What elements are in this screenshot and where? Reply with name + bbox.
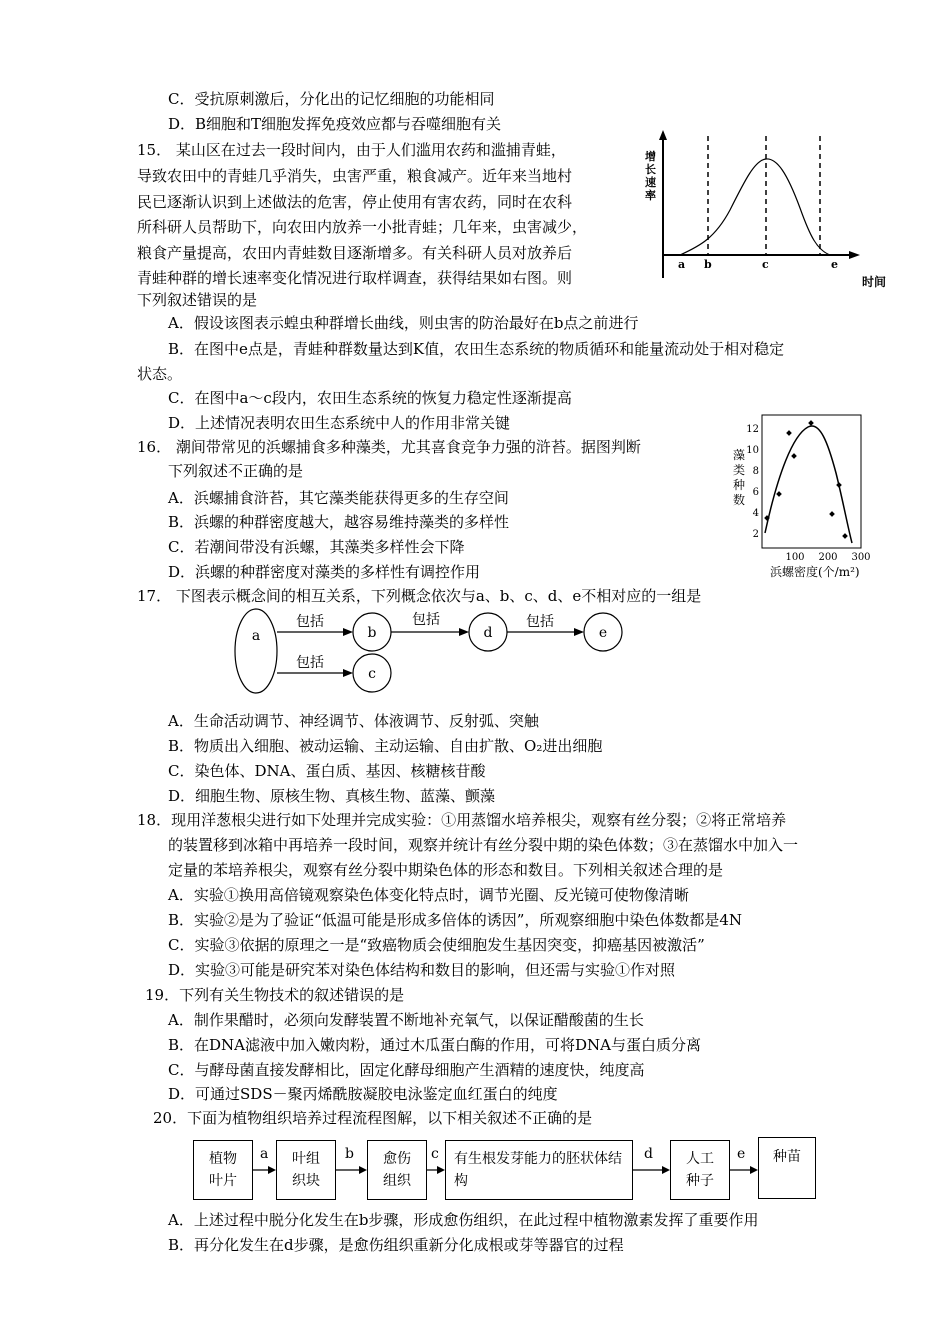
q19-stem: 19．下列有关生物技术的叙述错误的是: [145, 986, 405, 1004]
q14-option-c: C．受抗原刺激后，分化出的记忆细胞的功能相同: [168, 90, 495, 108]
q16-option-a: A．浜螺捕食浒苔，其它藻类能获得更多的生存空间: [168, 489, 509, 507]
q15-stem-4: 所科研人员帮助下，向农田内放养一小批青蛙；几年来，虫害减少，: [137, 218, 588, 236]
q20-option-a: A．上述过程中脱分化发生在b步骤，形成愈伤组织，在此过程中植物激素发挥了重要作用: [168, 1211, 759, 1229]
q16-ytick-8: 8: [752, 466, 759, 477]
q19-option-a: A．制作果醋时，必须向发酵装置不断地补充氧气，以保证醋酸菌的生长: [168, 1011, 644, 1029]
q14-option-d: D．B细胞和T细胞发挥免疫效应都与吞噬细胞有关: [168, 115, 502, 133]
q16-scatter-chart: [748, 413, 878, 573]
q15-stem-7: 下列叙述错误的是: [137, 291, 258, 309]
q20-box-artificial-seed: 人工种子: [670, 1140, 730, 1200]
q20-stem: 20．下面为植物组织培养过程流程图解，以下相关叙述不正确的是: [153, 1109, 593, 1127]
q15-stem-5: 粮食产量提高，农田内青蛙数目逐渐增多。有关科研人员对放养后: [137, 244, 573, 262]
q16-ytick-12: 12: [746, 424, 759, 435]
q15-graph-point-c: c: [762, 258, 769, 271]
q15-stem-6: 青蛙种群的增长速率变化情况进行取样调查，获得结果如右图。则: [137, 269, 573, 287]
q17-node-b: b: [367, 625, 377, 641]
q15-graph-point-b: b: [704, 258, 712, 271]
q17-option-b: B．物质出入细胞、被动运输、主动运输、自由扩散、O₂进出细胞: [168, 737, 603, 755]
q17-edge-label-de: 包括: [526, 614, 554, 630]
q16-option-b: B．浜螺的种群密度越大，越容易维持藻类的多样性: [168, 513, 510, 531]
q20-step-b: b: [345, 1146, 354, 1162]
q17-edge-label-ab: 包括: [296, 614, 324, 630]
q18-stem-3: 定量的苯培养根尖，观察有丝分裂中期染色体的形态和数目。下列相关叙述合理的是: [168, 861, 724, 879]
q17-option-d: D．细胞生物、原核生物、真核生物、蓝藻、颤藻: [168, 787, 496, 805]
q15-graph-ylabel: 增长速率: [645, 150, 656, 202]
q16-stem-1: 16． 潮间带常见的浜螺捕食多种藻类，尤其喜食竞争力强的浒苔。据图判断: [137, 438, 641, 456]
q16-ytick-6: 6: [752, 487, 759, 498]
q16-option-c: C．若潮间带没有浜螺，其藻类多样性会下降: [168, 538, 465, 556]
q20-box-embryoid: 有生根发芽能力的胚状体结构: [445, 1140, 633, 1200]
q18-option-c: C．实验③依据的原理之一是“致癌物质会使细胞发生基因突变，抑癌基因被激活”: [168, 936, 705, 954]
q15-growth-rate-graph: [645, 128, 885, 298]
q20-box-callus: 愈伤组织: [367, 1140, 427, 1200]
q20-box-leaf: 植物叶片: [193, 1140, 253, 1200]
q18-stem-1: 18．现用洋葱根尖进行如下处理并完成实验：①用蒸馏水培养根尖，观察有丝分裂；②将正常培养: [137, 811, 787, 829]
q16-ytick-4: 4: [752, 508, 759, 519]
q18-stem-2: 的装置移到冰箱中再培养一段时间，观察并统计有丝分裂中期的染色体数；③在蒸馏水中加入一: [168, 836, 799, 854]
q17-stem: 17． 下图表示概念间的相互关系，下列概念依次与a、b、c、d、e不相对应的一组是: [137, 587, 702, 605]
q19-option-b: B．在DNA滤液中加入嫩肉粉，通过木瓜蛋白酶的作用，可将DNA与蛋白质分离: [168, 1036, 701, 1054]
q17-option-c: C．染色体、DNA、蛋白质、基因、核糖核苷酸: [168, 762, 486, 780]
q15-option-a: A．假设该图表示蝗虫种群增长曲线，则虫害的防治最好在b点之前进行: [168, 314, 639, 332]
q15-option-b-1: B．在图中e点是，青蛙种群数量达到K值，农田生态系统的物质循环和能量流动处于相对稳定: [168, 340, 785, 358]
q16-chart-ylabel: 藻类种数: [733, 448, 746, 507]
q15-graph-xlabel: 时间: [862, 275, 887, 289]
q18-option-b: B．实验②是为了验证“低温可能是形成多倍体的诱因”，所观察细胞中染色体数都是4N: [168, 911, 743, 929]
q17-edge-label-ac: 包括: [296, 655, 324, 671]
q15-option-c: C．在图中a～c段内，农田生态系统的恢复力稳定性逐渐提高: [168, 389, 572, 407]
q16-chart-xlabel: 浜螺密度(个/m²): [770, 565, 860, 579]
q19-option-c: C．与酵母菌直接发酵相比，固定化酵母细胞产生酒精的速度快，纯度高: [168, 1061, 645, 1079]
q17-node-c: c: [368, 666, 376, 682]
q16-option-d: D．浜螺的种群密度对藻类的多样性有调控作用: [168, 563, 481, 581]
q18-option-a: A．实验①换用高倍镜观察染色体变化特点时，调节光圈、反光镜可使物像清晰: [168, 886, 689, 904]
q17-node-d: d: [483, 625, 493, 641]
q15-stem-3: 民已逐渐认识到上述做法的危害，停止使用有害农药，同时在农科: [137, 193, 573, 211]
q20-box-seedling: 种苗: [758, 1137, 816, 1199]
q15-option-b-2: 状态。: [137, 365, 183, 383]
q16-xtick-300: 300: [851, 552, 871, 563]
q16-stem-2: 下列叙述不正确的是: [168, 462, 304, 480]
q17-concept-diagram: [233, 607, 653, 697]
q17-option-a: A．生命活动调节、神经调节、体液调节、反射弧、突触: [168, 712, 539, 730]
q15-graph-point-a: a: [678, 258, 686, 271]
q15-graph-point-e: e: [831, 258, 838, 271]
q20-option-b: B．再分化发生在d步骤，是愈伤组织重新分化成根或芽等器官的过程: [168, 1236, 624, 1254]
q17-node-e: e: [598, 625, 608, 641]
q20-step-c: c: [431, 1146, 439, 1162]
q20-step-a: a: [260, 1146, 269, 1162]
q20-flow-arrows: [0, 1150, 950, 1190]
q19-option-d: D．可通过SDS－聚丙烯酰胺凝胶电泳鉴定血红蛋白的纯度: [168, 1085, 558, 1103]
q15-stem-1: 15． 某山区在过去一段时间内，由于人们滥用农药和滥捕青蛙，: [137, 141, 566, 159]
q16-xtick-200: 200: [818, 552, 838, 563]
q16-ytick-2: 2: [752, 529, 759, 540]
q18-option-d: D．实验③可能是研究苯对染色体结构和数目的影响，但还需与实验①作对照: [168, 961, 676, 979]
q17-node-a: a: [251, 628, 261, 644]
q20-step-d: d: [644, 1146, 653, 1162]
q17-edge-label-bd: 包括: [412, 612, 440, 628]
q20-step-e: e: [737, 1146, 746, 1162]
q15-option-d: D．上述情况表明农田生态系统中人的作用非常关键: [168, 414, 511, 432]
q16-xtick-100: 100: [785, 552, 805, 563]
q20-box-tissue-block: 叶组织块: [276, 1140, 336, 1200]
q16-ytick-10: 10: [746, 445, 759, 456]
q15-stem-2: 导致农田中的青蛙几乎消失，虫害严重，粮食减产。近年来当地村: [137, 167, 573, 185]
